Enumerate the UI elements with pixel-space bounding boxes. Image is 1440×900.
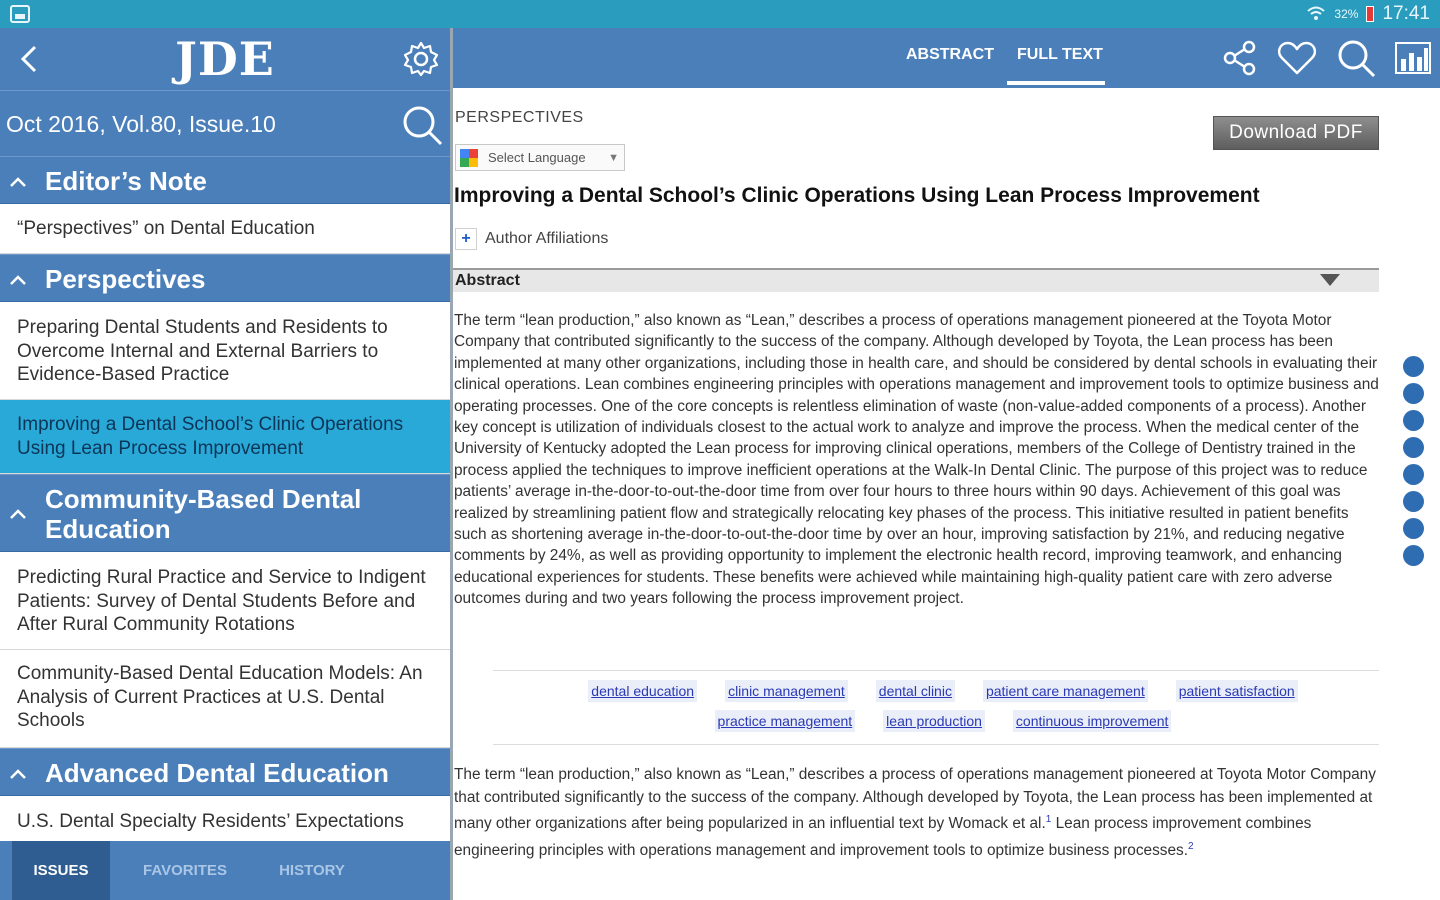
- toc-item-title: Improving a Dental School’s Clinic Operations Using Lean Process Improvement: [17, 414, 404, 459]
- toc-item-title: Community-Based Dental Education Models: An Analysis of Current Practices at U.S. Dental Schools: [17, 663, 423, 731]
- table-of-contents: [0, 156, 450, 856]
- article-content: [453, 88, 1383, 900]
- article-panel: [453, 28, 1440, 900]
- divider: [493, 744, 1379, 745]
- tab-abstract[interactable]: ABSTRACT: [906, 46, 994, 63]
- keyword-link[interactable]: dental clinic: [876, 680, 955, 702]
- clock: 17:41: [1382, 3, 1430, 24]
- chevron-up-icon: [8, 507, 28, 521]
- article-header: [453, 28, 1440, 88]
- keyword-link[interactable]: patient care management: [983, 680, 1148, 702]
- metrics-button[interactable]: [1391, 36, 1435, 80]
- collapse-triangle-icon: [1319, 273, 1341, 287]
- share-button[interactable]: [1218, 36, 1262, 80]
- search-button[interactable]: [1334, 36, 1378, 80]
- chevron-up-icon: [8, 175, 28, 189]
- notification-icon: [10, 5, 30, 23]
- bottom-tab-bar: [0, 841, 450, 900]
- search-icon[interactable]: [400, 103, 444, 147]
- issue-toc-panel: [0, 28, 450, 900]
- section-title: Advanced Dental Education: [45, 758, 389, 788]
- section-header-editors-note[interactable]: [0, 156, 450, 204]
- keyword-link[interactable]: continuous improvement: [1013, 710, 1172, 732]
- tab-history[interactable]: HISTORY: [279, 862, 345, 879]
- toc-item[interactable]: [0, 302, 450, 400]
- section-header-perspectives[interactable]: [0, 254, 450, 302]
- chevron-up-icon: [8, 273, 28, 287]
- left-header: [0, 28, 450, 90]
- battery-icon: [1366, 6, 1374, 22]
- toc-item-title: U.S. Dental Specialty Residents’ Expectations: [17, 811, 404, 832]
- section-nav-dot[interactable]: [1403, 518, 1424, 539]
- back-button[interactable]: [14, 42, 44, 76]
- tab-issues[interactable]: ISSUES: [12, 841, 110, 900]
- author-affiliations-label: Author Affiliations: [485, 230, 609, 247]
- keyword-link[interactable]: dental education: [588, 680, 697, 702]
- article-category: PERSPECTIVES: [455, 109, 584, 126]
- toc-item-title: “Perspectives” on Dental Education: [17, 218, 315, 239]
- dropdown-arrow-icon: ▼: [608, 151, 619, 164]
- section-nav-dot[interactable]: [1403, 545, 1424, 566]
- body-text: The term “lean production,” also known as “Lean,” describes a process of operations management pioneered at Toyota Motor Company that contributed significantly to the success of the company. Although developed by Toyota, the Lean process has been implemented at many other organizations after being popularized in an influential text by Womack et al.: [454, 766, 1376, 833]
- section-nav-dot[interactable]: [1403, 383, 1424, 404]
- issue-bar: [0, 90, 450, 156]
- toc-item-title: Preparing Dental Students and Residents to Overcome Internal and External Barriers to Evidence-Based Practice: [17, 317, 388, 385]
- article-title: Improving a Dental School’s Clinic Operations Using Lean Process Improvement: [454, 184, 1260, 207]
- section-nav-dot[interactable]: [1403, 464, 1424, 485]
- download-pdf-button[interactable]: Download PDF: [1213, 116, 1379, 150]
- section-nav-dot[interactable]: [1403, 491, 1424, 512]
- section-nav-dot[interactable]: [1403, 356, 1424, 377]
- chevron-up-icon: [8, 767, 28, 781]
- body-paragraph: [454, 764, 1379, 862]
- settings-button[interactable]: [400, 38, 442, 80]
- wifi-icon: [1306, 5, 1326, 23]
- toc-item[interactable]: [0, 650, 450, 748]
- battery-percent: 32%: [1334, 7, 1359, 21]
- toc-item[interactable]: [0, 552, 450, 650]
- gear-icon: [402, 40, 440, 78]
- share-icon: [1221, 39, 1259, 77]
- chevron-left-icon: [19, 44, 39, 74]
- section-title: Community-Based Dental Education: [45, 484, 362, 544]
- heart-icon: [1277, 40, 1317, 76]
- toc-item-title: Predicting Rural Practice and Service to Indigent Patients: Survey of Dental Students Before and After Rural Community Rotations: [17, 567, 426, 635]
- keyword-link[interactable]: practice management: [715, 710, 856, 732]
- keyword-list: [513, 680, 1373, 732]
- toc-item-selected[interactable]: [0, 400, 450, 474]
- keyword-link[interactable]: lean production: [883, 710, 985, 732]
- section-title: Editor’s Note: [45, 166, 207, 196]
- section-header-advanced[interactable]: [0, 748, 450, 796]
- tab-favorites[interactable]: FAVORITES: [143, 862, 227, 879]
- favorite-button[interactable]: [1275, 36, 1319, 80]
- abstract-section-bar[interactable]: [453, 268, 1379, 292]
- keyword-link[interactable]: clinic management: [725, 680, 848, 702]
- body-text: Lean process improvement combines engineering principles with operations management and improvement tools to optimize business processes.: [454, 815, 1312, 859]
- reference-link[interactable]: 1: [1045, 814, 1052, 825]
- active-tab-indicator: [1007, 81, 1105, 85]
- abstract-text: The term “lean production,” also known as “Lean,” describes a process of operations management pioneered at the Toyota Motor Company that contributed significantly to the success of the company. Although developed by Toyota, the Lean process has been implemented at many other organizations, including those in health care, and should be considered by dental schools in evaluating their clinical operations. Lean combines engineering principles with operations management and improvement tools to optimize business and operating processes. One of the core concepts is relentless elimination of waste (non-value-added components of a process). Another key concept is utilization of individuals closest to the actual work to analyze and improve the process. When the medical center of the University of Kentucky adopted the Lean process for improving clinical operations, members of the College of Dentistry trained in the process applied the techniques to improve inefficient operations at the Walk-In Dental Clinic. The purpose of this project was to reduce patients’ average in-the-door-to-out-the-door time from over four hours to three hours within 90 days. Achievement of this goal was realized by streamlining patient flow and strategically relocating key phases of the process. This initiative resulted in patient benefits such as shortening average in-the-door-to-out-the-door time by over an hour, improving satisfaction by 21%, and reducing negative comments by 24%, as well as providing opportunity to implement the electronic health record, improving teamwork, and enhancing educational experiences for students. These benefits were achieved while maintaining high-quality patient care with zero adverse outcomes during and two years following the process improvement project.: [454, 312, 1379, 608]
- section-navigation-dots: [1403, 356, 1427, 572]
- author-affiliations-toggle[interactable]: [455, 228, 608, 250]
- toc-item[interactable]: [0, 204, 450, 254]
- section-nav-dot[interactable]: [1403, 410, 1424, 431]
- section-header-community-based[interactable]: [0, 474, 450, 552]
- section-title: Perspectives: [45, 264, 206, 294]
- section-nav-dot[interactable]: [1403, 437, 1424, 458]
- tab-full-text[interactable]: FULL TEXT: [1017, 46, 1103, 63]
- google-translate-icon: [460, 149, 478, 167]
- reference-link[interactable]: 2: [1188, 840, 1194, 852]
- keyword-link[interactable]: patient satisfaction: [1176, 680, 1298, 702]
- language-select[interactable]: [455, 144, 625, 171]
- issue-label: Oct 2016, Vol.80, Issue.10: [6, 111, 276, 137]
- plus-icon: +: [455, 228, 477, 250]
- bar-chart-icon: [1394, 41, 1432, 75]
- status-bar: [0, 0, 1440, 28]
- abstract-heading: Abstract: [455, 272, 520, 289]
- divider: [493, 670, 1379, 671]
- language-select-label: Select Language: [488, 150, 586, 165]
- search-icon: [1336, 38, 1376, 78]
- journal-logo: JDE: [175, 32, 275, 86]
